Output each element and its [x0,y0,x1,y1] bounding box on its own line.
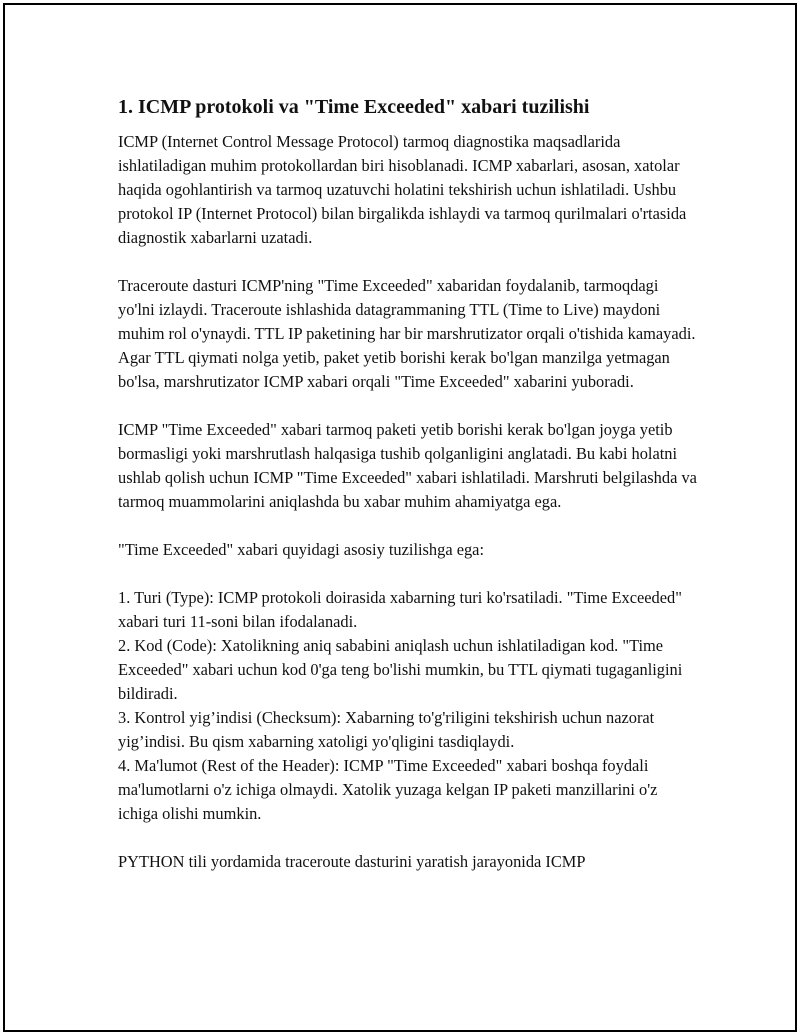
paragraph-traceroute: Traceroute dasturi ICMP'ning "Time Exceeded" xabaridan foydalanib, tarmoqdagi yo'lni izlaydi. Traceroute ishlashida datagrammaning TTL (Time to Live) maydoni muhim rol o'ynaydi. TTL IP paketining har bir marshrutizator orqali o'tishida kamayadi. Agar TTL qiymati nolga yetib, paket yetib borishi kerak bo'lgan manzilga yetmagan bo'lsa, marshrutizator ICMP xabari orqali "Time Exceeded" xabarini yuboradi. [118,276,696,391]
document-body [118,94,698,874]
paragraph-python-start: PYTHON tili yordamida traceroute dasturini yaratish jarayonida ICMP [118,852,586,871]
paragraph-structure-intro: "Time Exceeded" xabari quyidagi asosiy tuzilishga ega: [118,540,484,559]
list-item-rest-of-header: 4. Ma'lumot (Rest of the Header): ICMP "Time Exceeded" xabari boshqa foydali ma'lumotlarni o'z ichiga olmaydi. Xatolik yuzaga kelgan IP paketi manzillarini o'z ichiga olishi mumkin. [118,756,658,823]
list-item-code: 2. Kod (Code): Xatolikning aniq sababini aniqlash uchun ishlatiladigan kod. "Time Exceeded" xabari uchun kod 0'ga teng bo'lishi mumkin, bu TTL qiymati tugaganligini bildiradi. [118,636,683,703]
list-item-checksum: 3. Kontrol yig’indisi (Checksum): Xabarning to'g'riligini tekshirish uchun nazorat yig’indisi. Bu qism xabarning xatoligi yo'qligini tasdiqlaydi. [118,708,655,751]
structure-list [118,586,698,826]
paragraph-time-exceeded: ICMP "Time Exceeded" xabari tarmoq paketi yetib borishi kerak bo'lgan joyga yetib bormasligi yoki marshrutlash halqasiga tushib qolganligini anglatadi. Bu kabi holatni ushlab qolish uchun ICMP "Time Exceeded" xabari ishlatiladi. Marshruti belgilashda va tarmoq muammolarini aniqlashda bu xabar muhim ahamiyatga ega. [118,420,697,511]
paragraph-icmp-intro: ICMP (Internet Control Message Protocol) tarmoq diagnostika maqsadlarida ishlatiladigan muhim protokollardan biri hisoblanadi. ICMP xabarlari, asosan, xatolar haqida ogohlantirish va tarmoq uzatuvchi holatini tekshirish uchun ishlatiladi. Ushbu protokol IP (Internet Protocol) bilan birgalikda ishlaydi va tarmoq qurilmalari o'rtasida diagnostik xabarlarni uzatadi. [118,132,687,247]
section-heading: 1. ICMP protokoli va "Time Exceeded" xabari tuzilishi [118,96,590,118]
list-item-type: 1. Turi (Type): ICMP protokoli doirasida xabarning turi ko'rsatiladi. "Time Exceeded" xabari turi 11-soni bilan ifodalanadi. [118,588,682,631]
